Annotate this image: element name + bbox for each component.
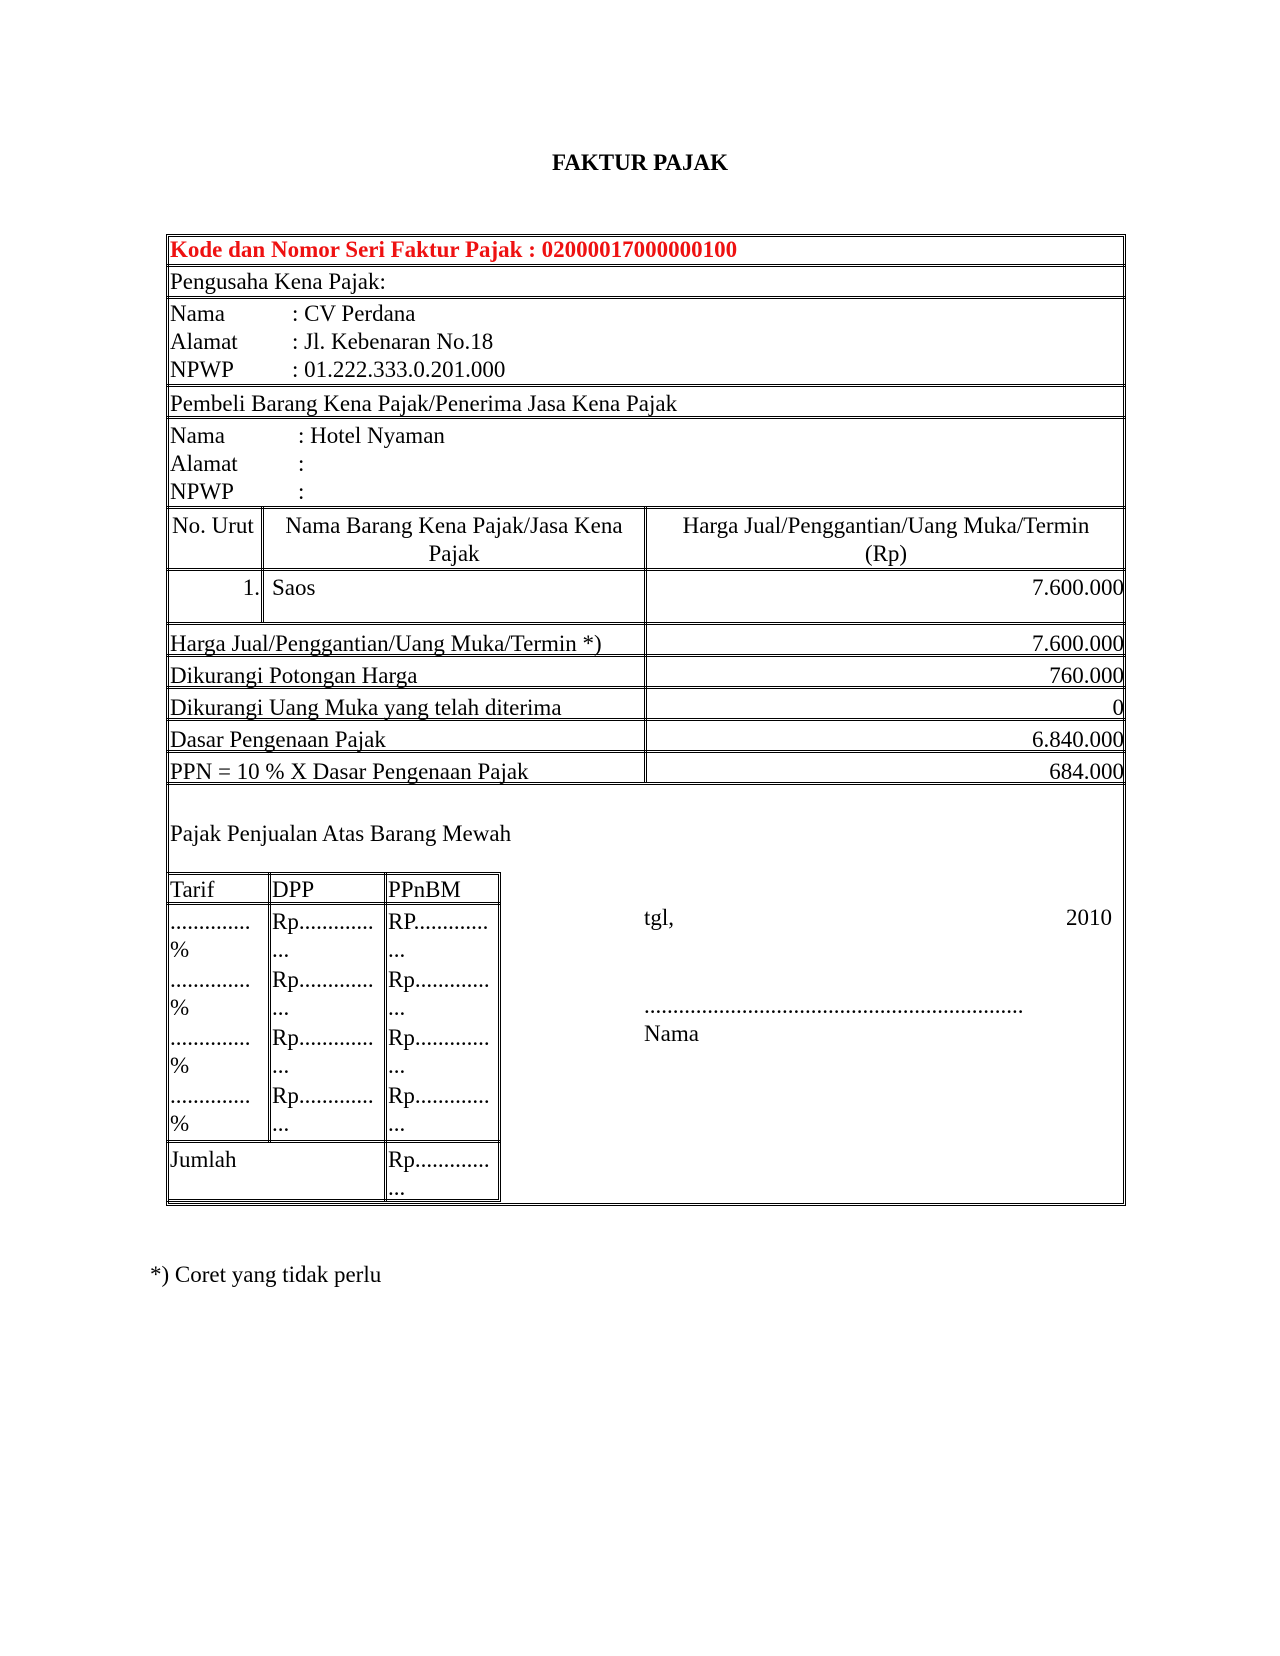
- seller-address-value: : Jl. Kebenaran No.18: [292, 329, 494, 354]
- buyer-npwp-label: NPWP: [170, 479, 234, 504]
- ppnbm-tarif-dots: ..............: [170, 1025, 251, 1050]
- row-divider: [166, 264, 1126, 267]
- item-name: Saos: [272, 575, 316, 600]
- seller-address-label: Alamat: [170, 329, 238, 354]
- ppnbm-value-dots: Rp.............: [388, 967, 490, 992]
- summary-value: 760.000: [1049, 663, 1124, 688]
- summary-value: 7.600.000: [1032, 631, 1124, 656]
- seller-name-value: : CV Perdana: [292, 301, 416, 326]
- col-header-price: Harga Jual/Penggantian/Uang Muka/Termin: [682, 513, 1090, 538]
- ppnbm-value-cont: ...: [388, 1111, 406, 1136]
- ppnbm-dpp-dots: Rp.............: [272, 967, 374, 992]
- document-title: FAKTUR PAJAK: [551, 150, 729, 175]
- buyer-name-value: : Hotel Nyaman: [298, 423, 445, 448]
- signature-line: ..................................................................: [644, 993, 1024, 1018]
- ppnbm-col-ppnbm: PPnBM: [388, 877, 461, 902]
- row-divider: [166, 296, 1126, 299]
- ppnbm-dpp-cont: ...: [272, 1053, 290, 1078]
- seller-header: Pengusaha Kena Pajak:: [170, 269, 386, 294]
- item-price: 7.600.000: [1032, 575, 1124, 600]
- buyer-npwp-value: :: [298, 479, 305, 504]
- summary-label: Dikurangi Potongan Harga: [170, 663, 418, 688]
- col-header-no: No. Urut: [172, 513, 254, 538]
- ppnbm-dpp-cont: ...: [272, 1111, 290, 1136]
- ppnbm-tarif-percent: %: [170, 937, 190, 962]
- ppnbm-value-dots: Rp.............: [388, 1025, 490, 1050]
- ppnbm-row-divider: [166, 1140, 501, 1143]
- summary-label: Harga Jual/Penggantian/Uang Muka/Termin *): [170, 631, 602, 656]
- serial-number: Kode dan Nomor Seri Faktur Pajak : 02000017000000100: [170, 237, 738, 262]
- ppnbm-tarif-percent: %: [170, 1111, 190, 1136]
- summary-value: 6.840.000: [1032, 727, 1124, 752]
- summary-label: Dasar Pengenaan Pajak: [170, 727, 386, 752]
- col-header-name: Nama Barang Kena Pajak/Jasa Kena: [285, 513, 623, 538]
- seller-npwp-label: NPWP: [170, 357, 234, 382]
- ppnbm-dpp-cont: ...: [272, 995, 290, 1020]
- ppnbm-col-tarif: Tarif: [170, 877, 215, 902]
- ppnbm-tarif-percent: %: [170, 1053, 190, 1078]
- col-header-price-cont: (Rp): [864, 541, 908, 566]
- ppnbm-value-cont: ...: [388, 1053, 406, 1078]
- ppnbm-dpp-dots: Rp.............: [272, 1083, 374, 1108]
- ppnbm-value-dots: Rp.............: [388, 1083, 490, 1108]
- column-divider: [644, 506, 647, 782]
- col-header-name-cont: Pajak: [428, 541, 480, 566]
- buyer-header: Pembeli Barang Kena Pajak/Penerima Jasa Kena Pajak: [170, 391, 678, 416]
- ppnbm-col-dpp: DPP: [272, 877, 315, 902]
- seller-npwp-value: : 01.222.333.0.201.000: [292, 357, 506, 382]
- ppnbm-tarif-dots: ..............: [170, 909, 251, 934]
- buyer-name-label: Nama: [170, 423, 225, 448]
- ppnbm-column-divider: [384, 872, 387, 1202]
- ppnbm-jumlah-dots: Rp.............: [388, 1147, 490, 1172]
- column-divider: [261, 506, 264, 622]
- seller-name-label: Nama: [170, 301, 225, 326]
- summary-label: Dikurangi Uang Muka yang telah diterima: [170, 695, 562, 720]
- summary-value: 684.000: [1049, 759, 1124, 784]
- ppnbm-tarif-percent: %: [170, 995, 190, 1020]
- ppnbm-dpp-dots: Rp.............: [272, 1025, 374, 1050]
- ppnbm-value-cont: ...: [388, 995, 406, 1020]
- ppnbm-dpp-cont: ...: [272, 937, 290, 962]
- row-divider: [166, 384, 1126, 387]
- signature-name-label: Nama: [644, 1021, 699, 1046]
- ppnbm-value-dots: RP.............: [388, 909, 489, 934]
- buyer-address-value: :: [298, 451, 305, 476]
- ppnbm-dpp-dots: Rp.............: [272, 909, 374, 934]
- signature-date-label: tgl,: [644, 905, 675, 930]
- signature-year: 2010: [1066, 905, 1112, 930]
- item-no: 1.: [242, 575, 260, 600]
- ppnbm-jumlah-cont: ...: [388, 1175, 406, 1200]
- ppnbm-column-divider: [268, 872, 271, 1142]
- ppnbm-tarif-dots: ..............: [170, 967, 251, 992]
- summary-value: 0: [1112, 695, 1124, 720]
- buyer-address-label: Alamat: [170, 451, 238, 476]
- ppnbm-tarif-dots: ..............: [170, 1083, 251, 1108]
- footnote: *) Coret yang tidak perlu: [150, 1262, 382, 1287]
- summary-label: PPN = 10 % X Dasar Pengenaan Pajak: [170, 759, 529, 784]
- ppnbm-value-cont: ...: [388, 937, 406, 962]
- ppnbm-jumlah-label: Jumlah: [170, 1147, 237, 1172]
- ppnbm-heading: Pajak Penjualan Atas Barang Mewah: [170, 821, 512, 846]
